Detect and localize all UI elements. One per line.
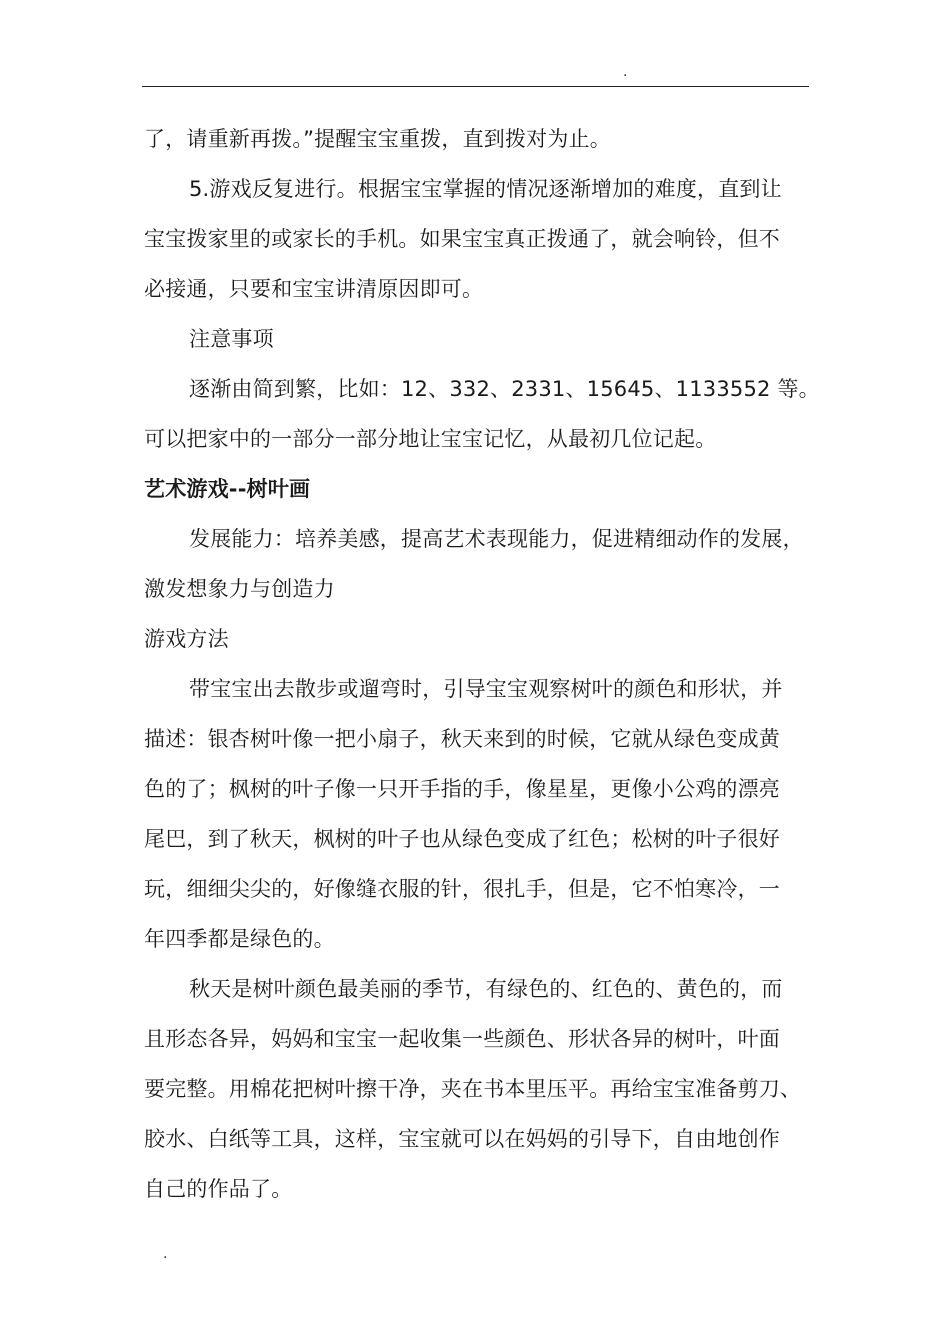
paragraph-line: 色的了；枫树的叶子像一只开手指的手，像星星，更像小公鸡的漂亮 — [144, 777, 780, 801]
paragraph-line: 描述：银杏树叶像一把小扇子，秋天来到的时候，它就从绿色变成黄 — [144, 727, 780, 751]
section-heading: 艺术游戏--树叶画 — [144, 477, 311, 501]
page-header-dot: . — [623, 64, 628, 80]
header-rule — [142, 86, 809, 87]
paragraph-line: 年四季都是绿色的。 — [144, 927, 335, 951]
paragraph-line: 宝宝拨家里的或家长的手机。如果宝宝真正拨通了，就会响铃，但不 — [144, 227, 780, 251]
paragraph-line: 自己的作品了。 — [144, 1177, 293, 1201]
section-label: 注意事项 — [189, 327, 274, 351]
paragraph-line: 带宝宝出去散步或遛弯时，引导宝宝观察树叶的颜色和形状，并 — [189, 677, 783, 701]
paragraph-line: 发展能力：培养美感，提高艺术表现能力，促进精细动作的发展， — [189, 527, 804, 551]
paragraph-line: 要完整。用棉花把树叶擦干净，夹在书本里压平。再给宝宝准备剪刀、 — [144, 1077, 802, 1101]
paragraph-line: 激发想象力与创造力 — [144, 577, 335, 601]
page-footer-dot: . — [163, 1246, 168, 1262]
paragraph-line: 且形态各异，妈妈和宝宝一起收集一些颜色、形状各异的树叶，叶面 — [144, 1027, 780, 1051]
paragraph-line: 了，请重新再拨。”提醒宝宝重拨，直到拨对为止。 — [144, 127, 611, 151]
paragraph-line: 玩，细细尖尖的，好像缝衣服的针，很扎手，但是，它不怕寒冷，一 — [144, 877, 780, 901]
paragraph-line: 必接通，只要和宝宝讲清原因即可。 — [144, 277, 484, 301]
paragraph-line: 胶水、白纸等工具，这样，宝宝就可以在妈妈的引导下，自由地创作 — [144, 1127, 780, 1151]
section-label: 游戏方法 — [144, 627, 229, 651]
paragraph-line: 5.游戏反复进行。根据宝宝掌握的情况逐渐增加的难度，直到让 — [189, 177, 782, 201]
paragraph-line: 尾巴，到了秋天，枫树的叶子也从绿色变成了红色；松树的叶子很好 — [144, 827, 780, 851]
paragraph-line: 秋天是树叶颜色最美丽的季节，有绿色的、红色的、黄色的，而 — [189, 977, 783, 1001]
paragraph-line: 可以把家中的一部分一部分地让宝宝记忆，从最初几位记起。 — [144, 427, 717, 451]
paragraph-line: 逐渐由简到繁，比如：12、332、2331、15645、1133552 等。 — [189, 377, 820, 401]
